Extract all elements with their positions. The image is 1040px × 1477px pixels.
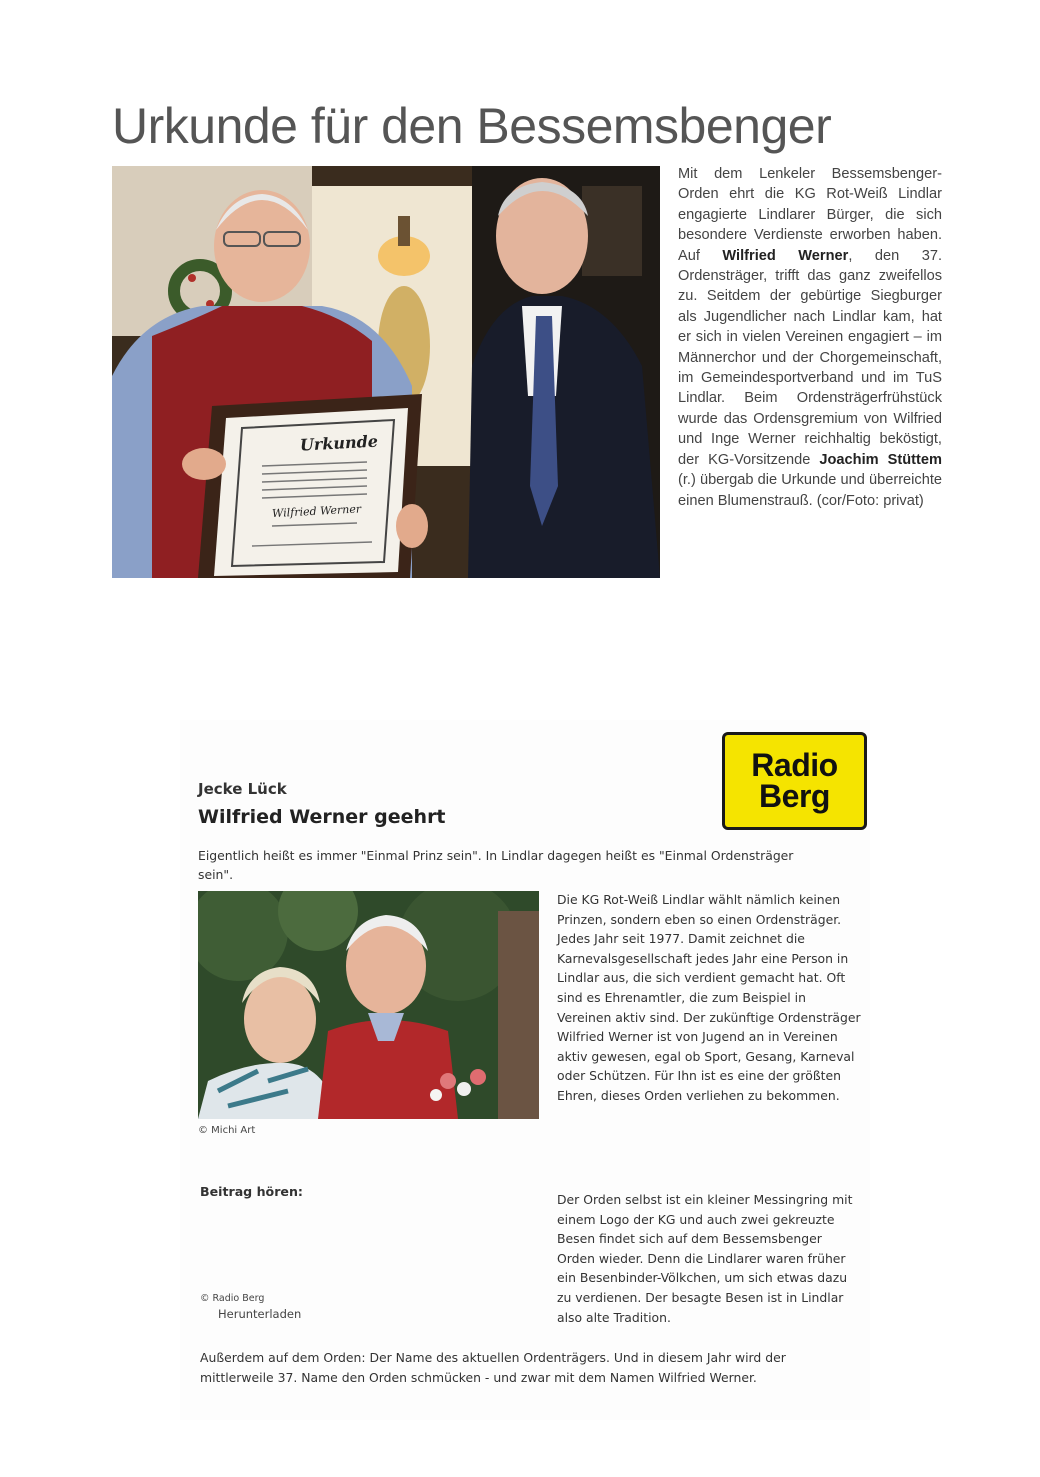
radio-berg-logo [722,732,867,830]
body-text-part: , den 37. Ordensträger, trifft das ganz zweifellos zu. Seitdem der gebürtige Siegburger als Jugendlicher nach Lindlar kam, hat er sich in vielen Vereinen engagiert – im Männerchor und der Chorgemeinschaft, im Gemeindesportverband und im TuS Lindlar. Beim Ordensträgerfrühstück wurde das Ordensgremium von Wilfried und Inge Werner reichhaltig beköstigt, der KG-Vorsitzende [678,247,942,468]
honoree-name: Wilfried Werner [722,247,849,264]
chairman-name: Joachim Stüttem [819,451,942,468]
article-overline: Jecke Lück [198,780,287,798]
certificate-heading: Urkunde [299,431,379,455]
article-column-1: Die KG Rot-Weiß Lindlar wählt nämlich keinen Prinzen, sondern eben so einen Ordensträger. Jedes Jahr seit 1977. Damit zeichnet die Karnevalsgesellschaft jedes Jahr eine Person in Lindlar aus, die sich verdient gemacht hat. Oft sind es Ehrenamtler, die zum Beispiel in Vereinen aktiv sind. Der zukünftige Ordensträger Wilfried Werner ist von Jugend an in Vereinen aktiv gewesen, egal ob Sport, Gesang, Karneval oder Schützen. Für Ihn ist es eine der größten Ehren, dieses Orden verliehen zu bekommen. [557,892,861,1103]
article-title: Urkunde für den Bessemsbenger [112,98,832,154]
article-body [678,164,942,511]
article-column-2: Der Orden selbst ist ein kleiner Messingring mit einem Logo der KG und auch zwei gekreuzte Besen findet sich auf dem Bessemsbenger Orden wieder. Denn die Lindlarer waren früher ein Besenbinder-Völkchen, um sich etwas dazu zu verdienen. Der besagte Besen ist in Lindlar also alte Tradition. [557,1192,853,1325]
couple-photo [198,891,539,1119]
audio-credit: © Radio Berg [200,1293,265,1304]
award-photo [112,166,660,578]
download-link[interactable]: Herunterladen [218,1307,302,1321]
logo-line-2: Berg [759,778,830,814]
listen-label: Beitrag hören: [200,1184,303,1199]
certificate-name: Wilfried Werner [271,502,362,521]
body-text-part: (r.) übergab die Urkunde und überreichte einen Blumenstrauß. (cor/Foto: privat) [678,472,942,509]
body-text-part: Mit dem Lenkeler Bessemsbenger-Orden ehrt die KG Rot-Weiß Lindlar engagierte Lindlarer Bürger, die sich besondere Verdienste erworben haben. Auf [678,166,942,264]
photo-credit: © Michi Art [198,1125,256,1136]
article-footer-paragraph: Außerdem auf dem Orden: Der Name des aktuellen Ordenträgers. Und in diesem Jahr wird der mittlerweile 37. Name den Orden schmücken - und zwar mit dem Namen Wilfried Werner. [200,1350,786,1385]
logo-line-1: Radio [751,747,838,783]
article-headline: Wilfried Werner geehrt [198,806,446,828]
article-lead: Eigentlich heißt es immer "Einmal Prinz sein". In Lindlar dagegen heißt es "Einmal Ordensträger sein". [198,848,794,882]
